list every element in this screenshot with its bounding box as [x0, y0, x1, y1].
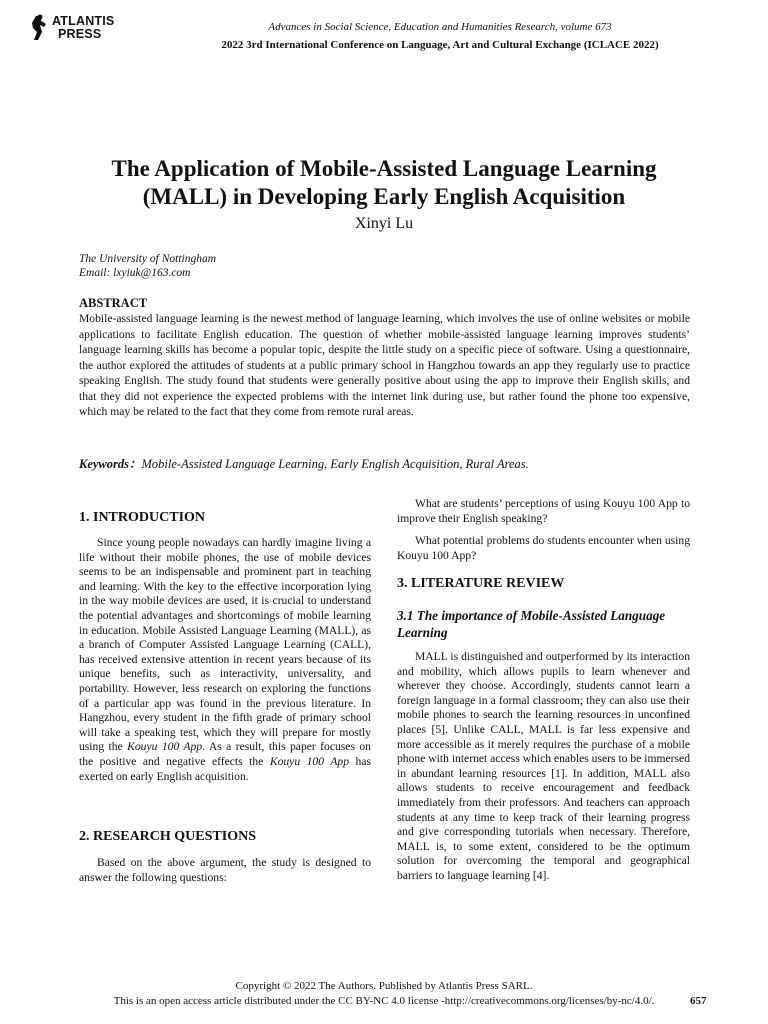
intro-text-part: Since young people nowadays can hardly imagine living a life without their mobile phones, the use of mobile devices seems to be an indispensable and prominent part in teaching and learning. With the key to the effective incorporation lying in the way mobile devices are used, it is crucial to understand the potential advantages and shortcomings of mobile learning in education. Mobile Assisted Language Learning (MALL), as a branch of Computer Assisted Language Learning (CALL), has received extensive attention in recent years because of its unique benefits, such as interactivity, universality, and portability. However, less research on exploring the functions of a particular app was found in the previous literature. In Hangzhou, every student in the fifth grade of primary school will take a speaking test, which they will prepare for mostly using the — [79, 536, 371, 754]
app-name-emphasis: Kouyu 100 App — [127, 740, 203, 754]
subsection-heading-importance-mall: 3.1 The importance of Mobile-Assisted Language Learning — [397, 608, 666, 640]
affiliation — [79, 252, 479, 280]
app-name-emphasis: Kouyu 100 App — [269, 754, 350, 768]
logo-text — [52, 15, 114, 41]
introduction-paragraph — [79, 536, 371, 784]
section-heading-introduction: 1. INTRODUCTION — [79, 510, 206, 525]
research-questions-intro — [79, 856, 371, 885]
footer-copyright: Copyright © 2022 The Authors. Published by Atlantis Press SARL. — [235, 980, 533, 992]
research-question-1 — [397, 497, 690, 526]
affiliation-email: Email: lxyiuk@163.com — [79, 267, 191, 279]
research-questions-paragraph: Based on the above argument, the study is designed to answer the following questions: — [79, 856, 371, 884]
page-number: 657 — [690, 995, 707, 1007]
journal-header: Advances in Social Science, Education and Humanities Research, volume 673 — [268, 21, 612, 33]
paper-title — [60, 155, 708, 211]
section-heading-research-questions: 2. RESEARCH QUESTIONS — [79, 829, 256, 844]
affiliation-institution: The University of Nottingham — [79, 253, 217, 265]
logo-line-1: ATLANTIS — [52, 14, 115, 28]
keywords-label: Keywords： — [79, 457, 142, 471]
conference-header: 2022 3rd International Conference on Language, Art and Cultural Exchange (ICLACE 2022) — [221, 39, 659, 51]
research-question-text: What are students’ perceptions of using Kouyu 100 App to improve their English speaking? — [397, 497, 690, 525]
research-question-text: What potential problems do students encounter when using Kouyu 100 App? — [397, 534, 690, 562]
title-line-1: The Application of Mobile-Assisted Language Learning — [111, 156, 657, 181]
abstract-text: Mobile-assisted language learning is the newest method of language learning, which involves the use of online websites or mobile applications to facilitate English education. The question of whether mobile-assisted language learning improves students’ language learning skills has become a popular topic, despite the little study on a specific piece of software. Using a questionnaire, the author explored the attitudes of students at a public primary school in Hangzhou towards an app they regularly use to practice speaking English. The study found that students were generally positive about using the app to improve their English skills, and that they did not experience the expected problems with the internet link during use, but rather found the phone too expensive, which may be related to the fact that they come from remote rural areas. — [79, 312, 690, 418]
keywords — [79, 454, 699, 472]
literature-review-body — [397, 650, 690, 884]
publisher-logo — [30, 14, 120, 44]
title-line-2: (MALL) in Developing Early English Acquisition — [142, 184, 626, 209]
intro-text-part: . As a result, this paper focuses on the positive and negative effects the — [79, 740, 371, 768]
introduction-body — [79, 536, 371, 784]
footer-license: This is an open access article distributed under the CC BY-NC 4.0 license -http://creativecommons.org/licenses/by-nc/4.0/. — [113, 995, 655, 1007]
logo-line-2: PRESS — [58, 27, 102, 41]
abstract-heading: ABSTRACT — [79, 296, 148, 310]
author-name: Xinyi Lu — [354, 215, 414, 232]
literature-paragraph: MALL is distinguished and outperformed by its interaction and mobility, which allows pupils to learn whenever and wherever they choose. Accordingly, students cannot learn a foreign language in a formal classroom; they can also use their mobile phones to search the learning resources in unconfined places [5]. Unlike CALL, MALL is far less expensive and more accessible as it merely requires the purchase of a mobile phone with internet access which enables users to be immersed in abundant learning resources [1]. In addition, MALL also allows students to receive encouragement and feedback immediately from their professors. And teachers can approach students at any time to keep track of their learning progress and give corresponding tutorials when necessary. Therefore, MALL is, to some extent, considered to be the optimum solution for overcoming the temporal and geographical barriers to language learning [4]. — [397, 650, 690, 882]
keywords-text: Mobile-Assisted Language Learning, Early English Acquisition, Rural Areas. — [141, 457, 529, 471]
section-heading-literature-review: 3. LITERATURE REVIEW — [397, 576, 565, 591]
atlantis-figure-icon — [30, 14, 50, 42]
research-question-2 — [397, 534, 690, 563]
intro-text-part: has exerted on early English acquisition. — [79, 754, 371, 783]
